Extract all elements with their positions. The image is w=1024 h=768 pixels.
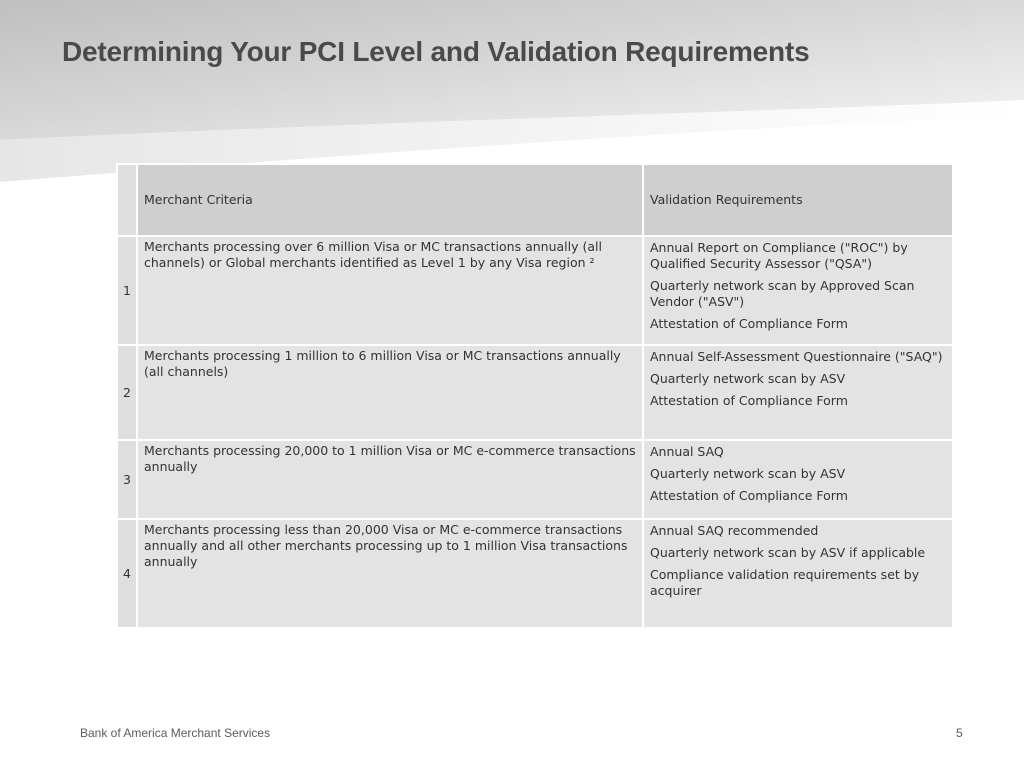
requirement-item: Quarterly network scan by Approved Scan Vendor ("ASV"): [650, 278, 915, 309]
requirement-item: Compliance validation requirements set by acquirer: [650, 567, 920, 598]
level-number: 2: [117, 345, 137, 440]
requirement-item: Annual SAQ recommended: [650, 523, 819, 538]
table-row: [117, 236, 953, 345]
requirement-item: Attestation of Compliance Form: [650, 488, 848, 503]
table-row: [117, 345, 953, 440]
requirement-item: Quarterly network scan by ASV if applicable: [650, 545, 926, 560]
requirement-item: Quarterly network scan by ASV: [650, 371, 846, 386]
header-validation-requirements: Validation Requirements: [643, 164, 953, 236]
slide-page-number: 5: [956, 726, 963, 740]
table-row: [117, 440, 953, 519]
merchant-criteria-cell: Merchants processing less than 20,000 Visa or MC e-commerce transactions annually and all other merchants processing up to 1 million Visa transactions annually: [137, 519, 643, 628]
table-row: [117, 519, 953, 628]
requirement-item: Annual Report on Compliance ("ROC") by Qualified Security Assessor ("QSA"): [650, 240, 908, 271]
header-swoosh-graphic: [0, 0, 1024, 190]
validation-requirements-cell: [643, 236, 953, 345]
header-level: [117, 164, 137, 236]
validation-requirements-cell: [643, 345, 953, 440]
header-merchant-criteria: Merchant Criteria: [137, 164, 643, 236]
validation-requirements-cell: [643, 440, 953, 519]
level-number: 4: [117, 519, 137, 628]
merchant-criteria-cell: Merchants processing 20,000 to 1 million Visa or MC e-commerce transactions annually: [137, 440, 643, 519]
pci-level-table: [116, 163, 954, 629]
requirement-item: Annual Self-Assessment Questionnaire ("SAQ"): [650, 349, 943, 364]
requirement-item: Quarterly network scan by ASV: [650, 466, 846, 481]
footer-company-name: Bank of America Merchant Services: [80, 726, 271, 740]
validation-requirements-cell: [643, 519, 953, 628]
requirement-item: Attestation of Compliance Form: [650, 393, 848, 408]
level-number: 1: [117, 236, 137, 345]
requirement-item: Annual SAQ: [650, 444, 724, 459]
slide-title: Determining Your PCI Level and Validation Requirements: [62, 36, 810, 67]
requirement-item: Attestation of Compliance Form: [650, 316, 848, 331]
merchant-criteria-cell: Merchants processing over 6 million Visa or MC transactions annually (all channels) or Global merchants identified as Level 1 by any Visa region ²: [137, 236, 643, 345]
level-number: 3: [117, 440, 137, 519]
table-header-row: [117, 164, 953, 236]
merchant-criteria-cell: Merchants processing 1 million to 6 million Visa or MC transactions annually (all channels): [137, 345, 643, 440]
